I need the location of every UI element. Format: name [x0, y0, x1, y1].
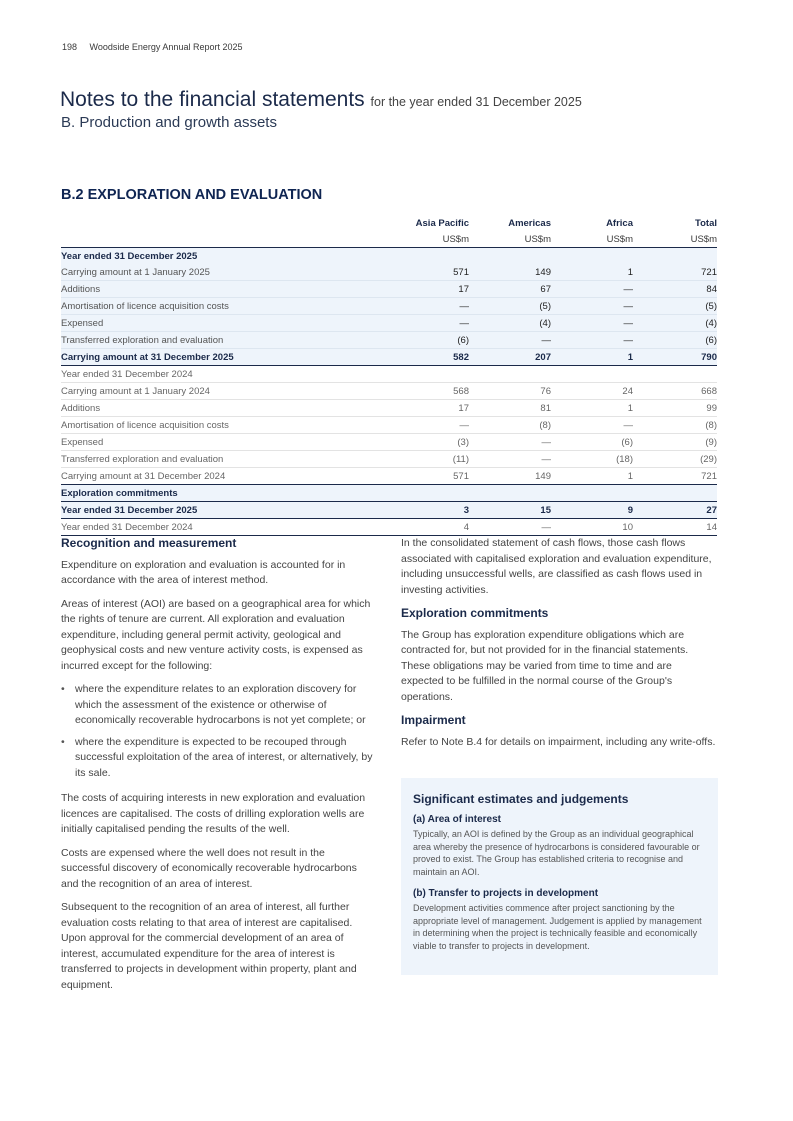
row-label: Carrying amount at 1 January 2024: [61, 383, 391, 400]
table-row: [61, 468, 717, 485]
column-header: Asia Pacific: [415, 217, 469, 229]
cell-value: —: [551, 298, 633, 315]
cell-value: [469, 248, 551, 265]
row-label: Year ended 31 December 2024: [61, 519, 391, 536]
row-label: Carrying amount at 31 December 2025: [61, 349, 391, 366]
table-row: [61, 400, 717, 417]
cell-value: [391, 248, 469, 265]
table-row: [61, 434, 717, 451]
commitments-heading: Exploration commitments: [401, 606, 549, 620]
recognition-heading: Recognition and measurement: [61, 536, 237, 550]
table-row: [61, 485, 717, 502]
table-row: [61, 451, 717, 468]
section-title: B.2 EXPLORATION AND EVALUATION: [61, 187, 323, 203]
cell-value: 721: [633, 468, 717, 485]
table-row: [61, 383, 717, 400]
left-column: [61, 536, 376, 1001]
cell-value: (6): [551, 434, 633, 451]
cell-value: (4): [633, 315, 717, 332]
report-name: Woodside Energy Annual Report 2025: [89, 42, 243, 52]
area-of-interest-text: Typically, an AOI is defined by the Group as an individual geographical area whereby the presence of hydrocarbons is considered favourable or proved to exist. The Group has established criteria to recognise and maintain an AOI.: [413, 829, 700, 877]
table-row: [61, 519, 717, 536]
cell-value: 4: [391, 519, 469, 536]
cell-value: 24: [551, 383, 633, 400]
paragraph: In the consolidated statement of cash flows, those cash flows associated with capitalised exploration and evaluation expenditure, including unsuccessful wells, are classified as cash flows used in investing activities.: [401, 537, 712, 596]
cell-value: 9: [551, 502, 633, 519]
cell-value: [633, 485, 717, 502]
column-header: Americas: [508, 217, 551, 229]
cell-value: 207: [469, 349, 551, 366]
transfer-text: Development activities commence after project sanctioning by the appropriate level of management. Judgement is applied by management in determining when the project is technically feasible and economically viable to transfer to projects in development.: [413, 903, 702, 951]
bullet-list: [61, 682, 376, 781]
estimates-box: [401, 778, 718, 975]
cell-value: —: [551, 417, 633, 434]
table-row: [61, 332, 717, 349]
row-label: Amortisation of licence acquisition costs: [61, 298, 391, 315]
area-of-interest-heading: (a) Area of interest: [413, 814, 501, 825]
impairment-heading: Impairment: [401, 713, 466, 727]
row-label: Amortisation of licence acquisition costs: [61, 417, 391, 434]
cell-value: (9): [633, 434, 717, 451]
row-label: Year ended 31 December 2025: [61, 502, 391, 519]
transfer-heading: (b) Transfer to projects in development: [413, 888, 599, 899]
row-label: Year ended 31 December 2024: [61, 366, 391, 383]
table-row: [61, 349, 717, 366]
cell-value: 568: [391, 383, 469, 400]
cell-value: 84: [633, 281, 717, 298]
cell-value: 149: [469, 264, 551, 281]
cell-value: [551, 248, 633, 265]
cell-value: (8): [469, 417, 551, 434]
cell-value: (6): [633, 332, 717, 349]
row-label: Expensed: [61, 315, 391, 332]
cell-value: (5): [633, 298, 717, 315]
paragraph: The Group has exploration expenditure obligations which are contracted for, but not provided for in the financial statements. These obligations may be varied from time to time and are expected to be fulfilled in the normal course of the Group's operations.: [401, 628, 689, 703]
cell-value: 99: [633, 400, 717, 417]
cell-value: 76: [469, 383, 551, 400]
row-label: Carrying amount at 1 January 2025: [61, 264, 391, 281]
cell-value: (8): [633, 417, 717, 434]
cell-value: 582: [391, 349, 469, 366]
cell-value: (5): [469, 298, 551, 315]
table-row: [61, 298, 717, 315]
row-label: Carrying amount at 31 December 2024: [61, 468, 391, 485]
cell-value: —: [391, 315, 469, 332]
page-header: [62, 42, 253, 52]
cell-value: 3: [391, 502, 469, 519]
cell-value: —: [551, 332, 633, 349]
paragraph: Areas of interest (AOI) are based on a geographical area for which the rights of tenure are current. All exploration and evaluation expenditure, including general permit activity, geological and geophysical costs and new venture activity costs, is expensed as incurred except for the following:: [61, 597, 371, 672]
row-label: Exploration commitments: [61, 485, 391, 502]
cell-value: 67: [469, 281, 551, 298]
cell-value: 668: [633, 383, 717, 400]
cell-value: (18): [551, 451, 633, 468]
cell-value: (29): [633, 451, 717, 468]
bullet-item: • where the expenditure relates to an exploration discovery for which the assessment of the existence or otherwise of economically recoverable hydrocarbons is not yet complete; or: [61, 682, 376, 729]
unit-label: US$m: [551, 231, 633, 248]
cell-value: 571: [391, 264, 469, 281]
table-row: [61, 315, 717, 332]
unit-label: US$m: [469, 231, 551, 248]
cell-value: [391, 366, 469, 383]
table-row: [61, 248, 717, 265]
exploration-table: [61, 215, 717, 536]
cell-value: (3): [391, 434, 469, 451]
cell-value: 1: [551, 264, 633, 281]
row-label: Year ended 31 December 2025: [61, 248, 391, 265]
cell-value: —: [391, 298, 469, 315]
unit-label: US$m: [391, 231, 469, 248]
page-title-period: for the year ended 31 December 2025: [370, 95, 582, 109]
cell-value: 17: [391, 400, 469, 417]
table-row: [61, 264, 717, 281]
estimates-heading: Significant estimates and judgements: [413, 792, 629, 806]
cell-value: 571: [391, 468, 469, 485]
cell-value: 790: [633, 349, 717, 366]
paragraph: Expenditure on exploration and evaluation is accounted for in accordance with the area of interest method.: [61, 558, 346, 586]
page-number: 198: [62, 42, 78, 52]
cell-value: —: [469, 451, 551, 468]
unit-label: US$m: [633, 231, 717, 248]
cell-value: [633, 248, 717, 265]
row-label: Transferred exploration and evaluation: [61, 451, 391, 468]
table-row: [61, 281, 717, 298]
cell-value: —: [469, 434, 551, 451]
cell-value: 149: [469, 468, 551, 485]
cell-value: —: [551, 315, 633, 332]
table-row: [61, 502, 717, 519]
cell-value: —: [469, 519, 551, 536]
paragraph: Subsequent to the recognition of an area of interest, all further evaluation costs relating to that area of interest are capitalised. Upon approval for the commercial development of an area of interest, accumulated expenditure for the area of interest is transferred to projects in development within property, plant and equipment.: [61, 901, 357, 991]
paragraph: The costs of acquiring interests in new exploration and evaluation licences are capitalised. The costs of drilling exploration wells are initially capitalised pending the results of the well.: [61, 792, 366, 835]
cell-value: 721: [633, 264, 717, 281]
cell-value: [551, 366, 633, 383]
cell-value: —: [391, 417, 469, 434]
row-label: Expensed: [61, 434, 391, 451]
paragraph: Costs are expensed where the well does not result in the successful discovery of economically recoverable hydrocarbons and the recognition of an area of interest.: [61, 846, 357, 890]
cell-value: 1: [551, 400, 633, 417]
cell-value: (11): [391, 451, 469, 468]
column-header: Africa: [606, 217, 633, 229]
table-row: [61, 366, 717, 383]
cell-value: [469, 366, 551, 383]
page-title-main: Notes to the financial statements: [60, 88, 365, 111]
bullet-item: • where the expenditure is expected to be recouped through successful exploitation of the area of interest, or alternatively, by its sale.: [61, 735, 376, 782]
cell-value: (4): [469, 315, 551, 332]
cell-value: 17: [391, 281, 469, 298]
row-label: Additions: [61, 281, 391, 298]
cell-value: 1: [551, 468, 633, 485]
cell-value: [551, 485, 633, 502]
cell-value: 10: [551, 519, 633, 536]
page-subtitle: B. Production and growth assets: [61, 114, 277, 131]
paragraph: Refer to Note B.4 for details on impairment, including any write-offs.: [401, 735, 716, 748]
row-label: Transferred exploration and evaluation: [61, 332, 391, 349]
table-units-row: [61, 231, 717, 248]
table-header-row: [61, 215, 717, 231]
cell-value: —: [469, 332, 551, 349]
cell-value: [633, 366, 717, 383]
cell-value: [391, 485, 469, 502]
cell-value: 14: [633, 519, 717, 536]
cell-value: 27: [633, 502, 717, 519]
cell-value: —: [551, 281, 633, 298]
cell-value: [469, 485, 551, 502]
cell-value: 81: [469, 400, 551, 417]
column-header: Total: [695, 217, 717, 229]
page-title: [60, 88, 582, 112]
row-label: Additions: [61, 400, 391, 417]
right-column: [401, 536, 716, 758]
cell-value: (6): [391, 332, 469, 349]
table-row: [61, 417, 717, 434]
cell-value: 15: [469, 502, 551, 519]
cell-value: 1: [551, 349, 633, 366]
